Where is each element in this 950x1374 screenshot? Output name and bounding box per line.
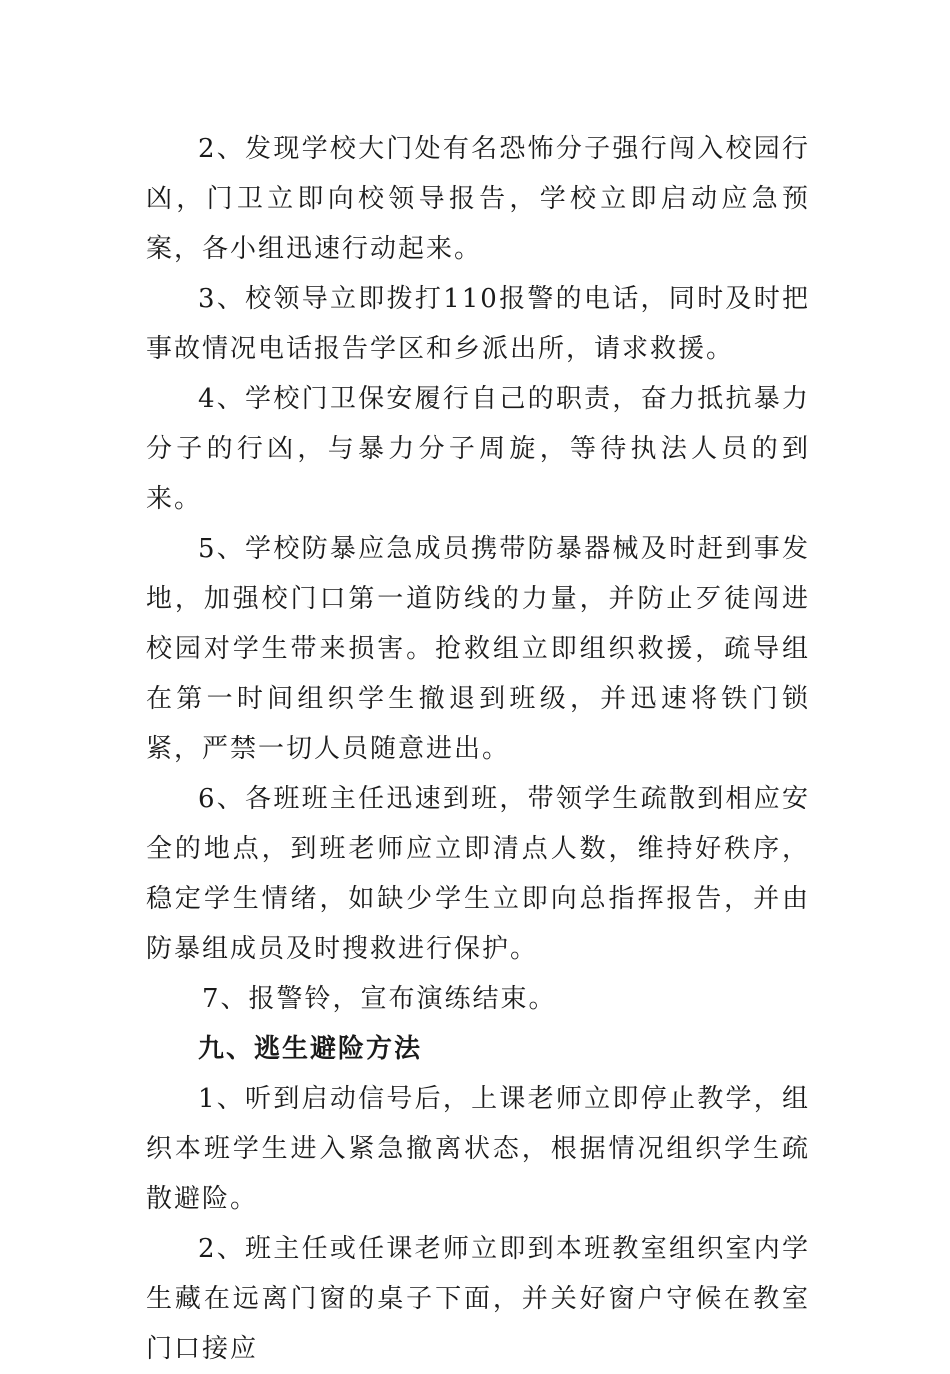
paragraph-item-6: 6、各班班主任迅速到班，带领学生疏散到相应安全的地点，到班老师应立即清点人数，维持好秩序，稳定学生情绪，如缺少学生立即向总指挥报告，并由防暴组成员及时搜救进行保护。: [146, 784, 810, 964]
section-nine-item-1: 1、听到启动信号后，上课老师立即停止教学，组织本班学生进入紧急撤离状态，根据情况组织学生疏散避险。: [146, 1084, 810, 1214]
paragraph-item-4: 4、学校门卫保安履行自己的职责，奋力抵抗暴力分子的行凶，与暴力分子周旋，等待执法人员的到来。: [146, 384, 810, 514]
paragraph-item-7: 7、报警铃，宣布演练结束。: [202, 984, 557, 1014]
section-nine-item-2: 2、班主任或任课老师立即到本班教室组织室内学生藏在远离门窗的桌子下面，并关好窗户守候在教室门口接应: [146, 1234, 810, 1364]
paragraph-item-2: 2、发现学校大门处有名恐怖分子强行闯入校园行凶，门卫立即向校领导报告，学校立即启动应急预案，各小组迅速行动起来。: [146, 134, 810, 264]
document-body: [146, 124, 810, 1374]
paragraph-item-5: 5、学校防暴应急成员携带防暴器械及时赶到事发地，加强校门口第一道防线的力量，并防止歹徒闯进校园对学生带来损害。抢救组立即组织救援，疏导组在第一时间组织学生撤退到班级，并迅速将铁门锁紧，严禁一切人员随意进出。: [146, 534, 810, 764]
paragraph-item-3: 3、校领导立即拨打110报警的电话，同时及时把事故情况电话报告学区和乡派出所，请求救援。: [146, 284, 810, 364]
section-heading-nine: 九、逃生避险方法: [198, 1034, 423, 1064]
